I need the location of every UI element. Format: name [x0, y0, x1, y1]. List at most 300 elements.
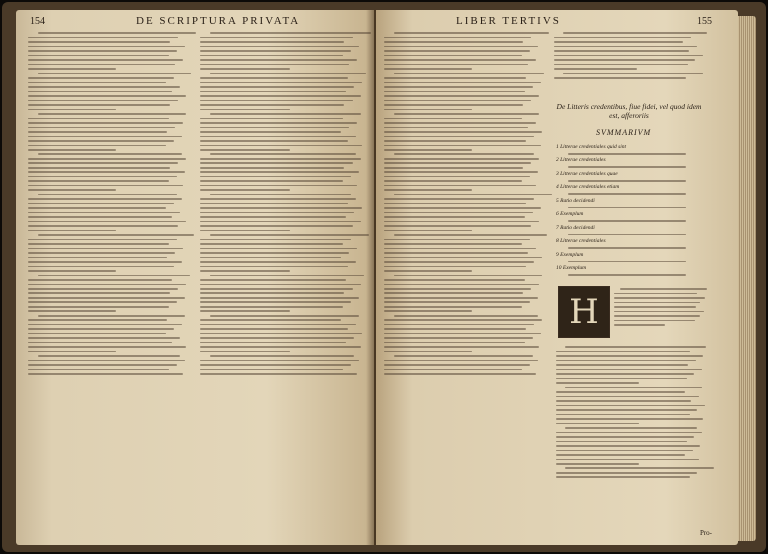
text-line [28, 360, 185, 362]
text-line [384, 50, 530, 52]
text-line [563, 32, 707, 34]
text-line [200, 64, 349, 66]
summary-item: 4 Litterae credentiales etiam [556, 184, 620, 191]
text-line [38, 315, 185, 317]
text-line [200, 37, 353, 39]
text-line [200, 333, 362, 335]
text-line [200, 145, 362, 147]
right-column-2-beside-initial [614, 286, 706, 329]
text-line [28, 351, 116, 353]
summary-item: 6 Exemplum [556, 211, 584, 218]
text-line [28, 337, 180, 339]
text-line [620, 288, 707, 290]
text-line [200, 171, 359, 173]
text-line [28, 122, 183, 124]
text-line [200, 225, 353, 227]
text-line [200, 252, 349, 254]
text-line [384, 373, 536, 375]
text-line [556, 405, 705, 407]
text-line [568, 166, 686, 168]
text-line [200, 77, 348, 79]
text-line [384, 328, 526, 330]
text-line [384, 337, 533, 339]
text-line [200, 306, 343, 308]
text-line [28, 46, 185, 48]
text-line [384, 109, 472, 111]
text-line [28, 310, 116, 312]
text-line [556, 432, 702, 434]
text-line [38, 275, 190, 277]
text-line [28, 50, 177, 52]
text-line [200, 180, 343, 182]
text-line [28, 288, 178, 290]
text-line [28, 369, 169, 371]
text-line [200, 162, 353, 164]
text-line [568, 274, 686, 276]
summary-item: 9 Exemplum [556, 251, 584, 258]
text-line [384, 198, 534, 200]
text-line [556, 450, 693, 452]
summary-item: 2 Litterae credentiales [556, 157, 606, 164]
text-line [565, 387, 702, 389]
text-line [384, 203, 526, 205]
text-line [384, 225, 531, 227]
text-line [200, 212, 354, 214]
text-line [28, 306, 169, 308]
text-line [28, 100, 178, 102]
text-line [384, 171, 538, 173]
text-line [384, 252, 528, 254]
text-line [556, 418, 703, 420]
text-line [200, 257, 341, 259]
text-line [556, 459, 699, 461]
text-line [384, 145, 541, 147]
text-line [384, 68, 472, 70]
text-line [28, 91, 172, 93]
text-line [384, 221, 539, 223]
text-line [28, 257, 167, 259]
text-line [200, 109, 290, 111]
text-line [384, 216, 525, 218]
text-line [384, 104, 523, 106]
text-line [28, 364, 177, 366]
text-line [568, 234, 686, 236]
left-page [16, 10, 374, 545]
text-line [384, 346, 539, 348]
text-line [556, 436, 694, 438]
text-line [200, 167, 344, 169]
text-line [28, 207, 166, 209]
text-line [556, 396, 699, 398]
text-line [28, 203, 174, 205]
text-line [384, 364, 530, 366]
text-line [38, 194, 177, 196]
summary-item: 7 Ratio decidendi [556, 224, 595, 231]
text-line [28, 77, 174, 79]
text-line [28, 145, 166, 147]
text-line [210, 73, 366, 75]
text-line [556, 414, 690, 416]
text-line [28, 261, 182, 263]
text-line [384, 59, 536, 61]
left-running-head: DE SCRIPTURA PRIVATA [136, 15, 301, 27]
text-line [200, 198, 356, 200]
summary-list [556, 144, 704, 279]
text-line [554, 50, 689, 52]
text-line [210, 234, 369, 236]
text-line [200, 324, 356, 326]
left-column-2 [200, 30, 364, 378]
text-line [384, 248, 536, 250]
text-line [384, 82, 541, 84]
text-line [28, 266, 174, 268]
text-line [384, 342, 525, 344]
text-line [28, 104, 170, 106]
text-line [28, 252, 175, 254]
text-line [28, 301, 177, 303]
text-line [384, 351, 472, 353]
text-line [556, 445, 700, 447]
text-line [384, 136, 534, 138]
text-line [28, 109, 116, 111]
text-line [394, 73, 544, 75]
text-line [28, 221, 186, 223]
text-line [384, 212, 533, 214]
text-line [556, 391, 685, 393]
text-line [28, 230, 116, 232]
text-line [556, 441, 687, 443]
text-line [28, 68, 116, 70]
text-line [200, 360, 359, 362]
text-line [28, 243, 169, 245]
text-line [200, 203, 348, 205]
right-column-2-top [554, 30, 704, 82]
text-line [556, 351, 690, 353]
text-line [28, 59, 183, 61]
text-line [200, 68, 290, 70]
text-line [200, 243, 343, 245]
text-line [28, 225, 178, 227]
text-line [200, 248, 357, 250]
text-line [38, 153, 182, 155]
text-line [384, 167, 523, 169]
text-line [384, 118, 522, 120]
text-line [200, 292, 344, 294]
text-line [384, 149, 472, 151]
drop-cap-initial [558, 286, 610, 338]
page-edges [738, 16, 756, 541]
text-line [384, 288, 531, 290]
text-line [38, 32, 196, 34]
text-line [394, 153, 535, 155]
text-line [200, 100, 353, 102]
text-line [200, 82, 362, 84]
text-line [394, 234, 548, 236]
text-line [200, 221, 361, 223]
text-line [565, 467, 714, 469]
right-page-number: 155 [697, 16, 712, 27]
text-line [556, 382, 639, 384]
text-line [556, 463, 639, 465]
text-line [384, 243, 522, 245]
text-line [28, 37, 178, 39]
text-line [384, 95, 539, 97]
text-line [28, 82, 166, 84]
text-line [38, 113, 187, 115]
text-line [554, 64, 688, 66]
text-line [384, 266, 526, 268]
text-line [384, 46, 538, 48]
text-line [200, 216, 346, 218]
text-line [394, 113, 540, 115]
text-line [384, 319, 542, 321]
text-line [28, 136, 182, 138]
text-line [210, 194, 351, 196]
text-line [554, 77, 686, 79]
text-line [384, 284, 539, 286]
text-line [384, 122, 536, 124]
text-line [384, 37, 531, 39]
text-line [556, 369, 702, 371]
text-line [28, 373, 183, 375]
text-line [28, 346, 186, 348]
text-line [200, 319, 341, 321]
text-line [384, 140, 526, 142]
text-line [28, 216, 172, 218]
text-line [28, 239, 177, 241]
text-line [384, 100, 531, 102]
text-line [200, 176, 351, 178]
text-line [28, 185, 183, 187]
text-line [28, 292, 170, 294]
left-page-number: 154 [30, 16, 45, 27]
text-line [200, 118, 343, 120]
text-line [384, 127, 528, 129]
text-line [28, 118, 169, 120]
text-line [384, 230, 472, 232]
text-line [384, 158, 539, 160]
text-line [200, 270, 290, 272]
text-line [210, 315, 359, 317]
text-line [28, 95, 186, 97]
text-line [614, 324, 665, 326]
text-line [28, 162, 178, 164]
text-line [563, 73, 703, 75]
text-line [568, 153, 686, 155]
text-line [200, 50, 351, 52]
text-line [384, 261, 534, 263]
text-line [554, 68, 637, 70]
text-line [200, 140, 348, 142]
left-column-1 [28, 30, 188, 378]
catchword: Pro- [699, 529, 712, 537]
section-title: De Litteris credentibus, fiue fidei, vel quod idem est, afferoriis [556, 102, 702, 120]
text-line [200, 351, 290, 353]
text-line [200, 288, 353, 290]
text-line [200, 55, 343, 57]
text-line [200, 373, 357, 375]
text-line [384, 91, 525, 93]
text-line [210, 113, 361, 115]
text-line [28, 41, 170, 43]
text-line [200, 104, 344, 106]
text-line [384, 86, 533, 88]
text-line [200, 149, 290, 151]
text-line [614, 315, 700, 317]
text-line [200, 41, 344, 43]
text-line [384, 257, 542, 259]
text-line [556, 472, 697, 474]
text-line [394, 275, 543, 277]
text-line [28, 180, 169, 182]
text-line [200, 342, 346, 344]
text-line [200, 95, 361, 97]
text-line [28, 270, 116, 272]
text-line [210, 153, 356, 155]
drop-cap-letter: H [569, 292, 599, 332]
text-line [556, 364, 688, 366]
text-line [556, 400, 691, 402]
text-line [556, 409, 697, 411]
text-line [28, 212, 180, 214]
summary-item: 8 Litterae credentiales [556, 238, 606, 245]
text-line [568, 207, 686, 209]
text-line [394, 32, 549, 34]
text-line [556, 423, 639, 425]
text-line [384, 310, 472, 312]
right-column-2-bottom [556, 344, 706, 481]
text-line [200, 328, 348, 330]
text-line [210, 355, 354, 357]
text-line [28, 279, 172, 281]
text-line [28, 140, 174, 142]
text-line [200, 127, 349, 129]
text-line [556, 360, 696, 362]
text-line [554, 46, 697, 48]
text-line [200, 122, 357, 124]
text-line [556, 373, 694, 375]
text-line [384, 297, 538, 299]
text-line [200, 158, 361, 160]
text-line [554, 37, 691, 39]
text-line [384, 369, 522, 371]
text-line [614, 311, 704, 313]
text-line [556, 355, 703, 357]
text-line [200, 284, 361, 286]
text-line [200, 239, 351, 241]
right-running-head: LIBER TERTIVS [456, 15, 561, 27]
text-line [28, 319, 167, 321]
text-line [28, 127, 175, 129]
text-line [200, 131, 341, 133]
text-line [200, 46, 359, 48]
text-line [28, 55, 169, 57]
text-line [394, 315, 538, 317]
text-line [384, 189, 472, 191]
text-line [200, 189, 290, 191]
right-column-1 [384, 30, 544, 378]
text-line [28, 149, 116, 151]
text-line [568, 180, 686, 182]
text-line [384, 131, 542, 133]
text-line [200, 59, 357, 61]
text-line [200, 207, 362, 209]
text-line [28, 158, 186, 160]
text-line [614, 297, 705, 299]
text-line [28, 167, 170, 169]
text-line [394, 355, 533, 357]
text-line [384, 239, 530, 241]
text-line [384, 55, 522, 57]
text-line [28, 328, 174, 330]
text-line [556, 476, 690, 478]
text-line [384, 301, 530, 303]
text-line [28, 86, 180, 88]
text-line [200, 337, 354, 339]
text-line [200, 301, 351, 303]
text-line [384, 64, 528, 66]
text-line [28, 189, 116, 191]
text-line [28, 176, 177, 178]
text-line [28, 333, 166, 335]
text-line [384, 162, 531, 164]
text-line [28, 342, 172, 344]
text-line [384, 41, 523, 43]
text-line [614, 320, 695, 322]
text-line [28, 324, 182, 326]
text-line [554, 55, 703, 57]
text-line [210, 275, 364, 277]
text-line [394, 194, 552, 196]
text-line [38, 234, 195, 236]
text-line [200, 364, 351, 366]
text-line [568, 261, 686, 263]
text-line [28, 131, 167, 133]
text-line [200, 266, 348, 268]
text-line [384, 279, 525, 281]
text-line [200, 369, 343, 371]
text-line [384, 324, 534, 326]
text-line [200, 185, 357, 187]
text-line [568, 220, 686, 222]
summary-item: 5 Ratio decidendi [556, 197, 595, 204]
text-line [28, 297, 185, 299]
text-line [200, 310, 290, 312]
text-line [384, 77, 526, 79]
text-line [28, 64, 175, 66]
text-line [210, 32, 371, 34]
text-line [200, 346, 361, 348]
text-line [384, 185, 536, 187]
text-line [200, 279, 346, 281]
text-line [200, 297, 359, 299]
text-line [568, 193, 686, 195]
text-line [38, 73, 192, 75]
text-line [28, 284, 186, 286]
text-line [384, 306, 522, 308]
text-line [200, 230, 290, 232]
text-line [384, 180, 522, 182]
text-line [200, 261, 356, 263]
text-line [28, 171, 185, 173]
text-line [614, 306, 696, 308]
text-line [568, 247, 686, 249]
text-line [38, 355, 180, 357]
summary-item: 10 Exemplum [556, 265, 587, 272]
text-line [554, 41, 683, 43]
text-line [384, 207, 541, 209]
text-line [614, 302, 700, 304]
